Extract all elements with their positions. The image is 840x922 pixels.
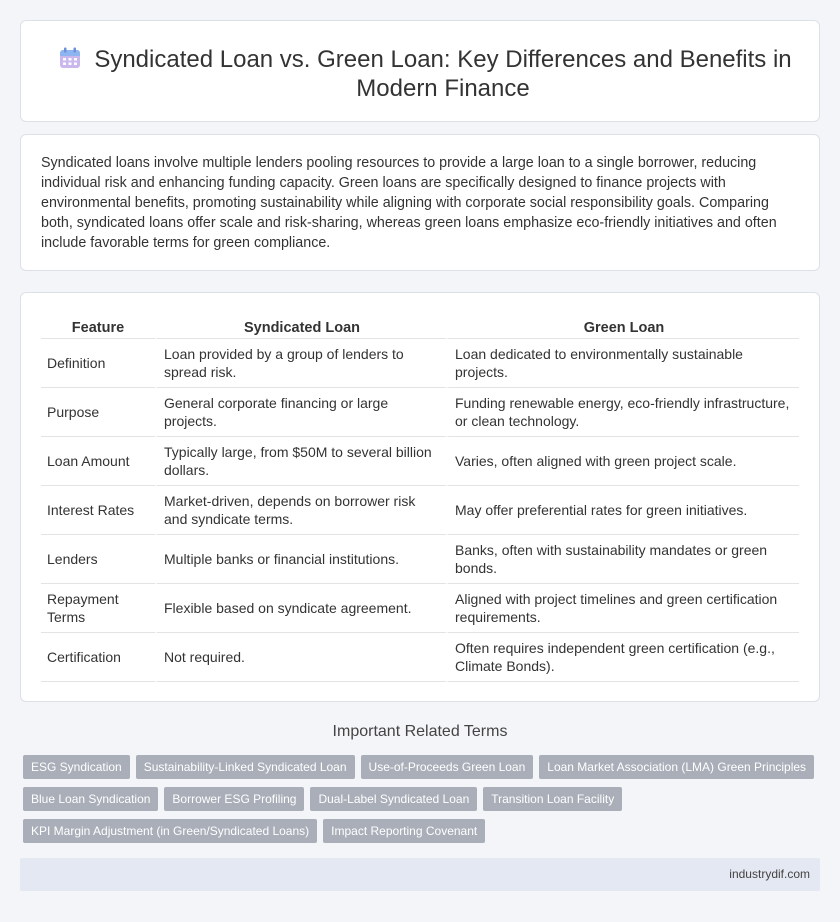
- source-label: industrydif.com: [729, 867, 810, 881]
- table-row: [41, 584, 799, 633]
- related-term-tag[interactable]: Transition Loan Facility: [483, 787, 622, 811]
- green-cell: Aligned with project timelines and green certification requirements.: [446, 584, 799, 633]
- footer: [20, 858, 820, 891]
- table-row: [41, 388, 799, 437]
- feature-cell: Loan Amount: [41, 437, 155, 486]
- feature-cell: Purpose: [41, 388, 155, 437]
- green-cell: Funding renewable energy, eco-friendly infrastructure, or clean technology.: [446, 388, 799, 437]
- feature-cell: Repayment Terms: [41, 584, 155, 633]
- comparison-table-card: [20, 292, 820, 702]
- header-green-loan: Green Loan: [446, 313, 799, 339]
- related-term-tag[interactable]: Use-of-Proceeds Green Loan: [361, 755, 534, 779]
- related-term-tag[interactable]: Loan Market Association (LMA) Green Principles: [539, 755, 814, 779]
- table-row: [41, 437, 799, 486]
- related-term-tag[interactable]: Sustainability-Linked Syndicated Loan: [136, 755, 355, 779]
- feature-cell: Definition: [41, 339, 155, 388]
- related-term-tag[interactable]: Blue Loan Syndication: [23, 787, 158, 811]
- syndicated-cell: General corporate financing or large projects.: [155, 388, 446, 437]
- related-term-tag[interactable]: ESG Syndication: [23, 755, 130, 779]
- syndicated-cell: Flexible based on syndicate agreement.: [155, 584, 446, 633]
- header-feature: Feature: [41, 313, 155, 339]
- table-row: [41, 535, 799, 584]
- syndicated-cell: Multiple banks or financial institutions.: [155, 535, 446, 584]
- table-row: [41, 486, 799, 535]
- green-cell: Often requires independent green certification (e.g., Climate Bonds).: [446, 633, 799, 682]
- related-term-tag[interactable]: Borrower ESG Profiling: [164, 787, 304, 811]
- green-cell: Loan dedicated to environmentally sustainable projects.: [446, 339, 799, 388]
- green-cell: Varies, often aligned with green project scale.: [446, 437, 799, 486]
- page-title: Syndicated Loan vs. Green Loan: Key Differences and Benefits in Modern Finance: [94, 46, 792, 102]
- feature-cell: Interest Rates: [41, 486, 155, 535]
- feature-cell: Certification: [41, 633, 155, 682]
- syndicated-cell: Market-driven, depends on borrower risk and syndicate terms.: [155, 486, 446, 535]
- syndicated-cell: Not required.: [155, 633, 446, 682]
- green-cell: May offer preferential rates for green initiatives.: [446, 486, 799, 535]
- title-card: [20, 20, 820, 122]
- table-row: [41, 339, 799, 388]
- related-terms-list: [23, 755, 813, 851]
- green-cell: Banks, often with sustainability mandates or green bonds.: [446, 535, 799, 584]
- comparison-table: [41, 313, 799, 682]
- related-term-tag[interactable]: Impact Reporting Covenant: [323, 819, 485, 843]
- intro-paragraph: Syndicated loans involve multiple lenders pooling resources to provide a large loan to a single borrower, reducing individual risk and enhancing funding capacity. Green loans are specifically designed to finance projects with environmental benefits, promoting sustainability while aligning with corporate social responsibility goals. Comparing both, syndicated loans offer scale and risk-sharing, whereas green loans emphasize eco-friendly initiatives and often include favorable terms for green compliance.: [41, 155, 777, 251]
- syndicated-cell: Typically large, from $50M to several billion dollars.: [155, 437, 446, 486]
- related-term-tag[interactable]: KPI Margin Adjustment (in Green/Syndicated Loans): [23, 819, 317, 843]
- syndicated-cell: Loan provided by a group of lenders to spread risk.: [155, 339, 446, 388]
- intro-card: [20, 134, 820, 271]
- table-header-row: [41, 313, 799, 339]
- feature-cell: Lenders: [41, 535, 155, 584]
- related-term-tag[interactable]: Dual-Label Syndicated Loan: [310, 787, 477, 811]
- table-row: [41, 633, 799, 682]
- calendar-icon: [59, 47, 81, 69]
- header-syndicated-loan: Syndicated Loan: [155, 313, 446, 339]
- related-terms-heading: Important Related Terms: [332, 723, 508, 740]
